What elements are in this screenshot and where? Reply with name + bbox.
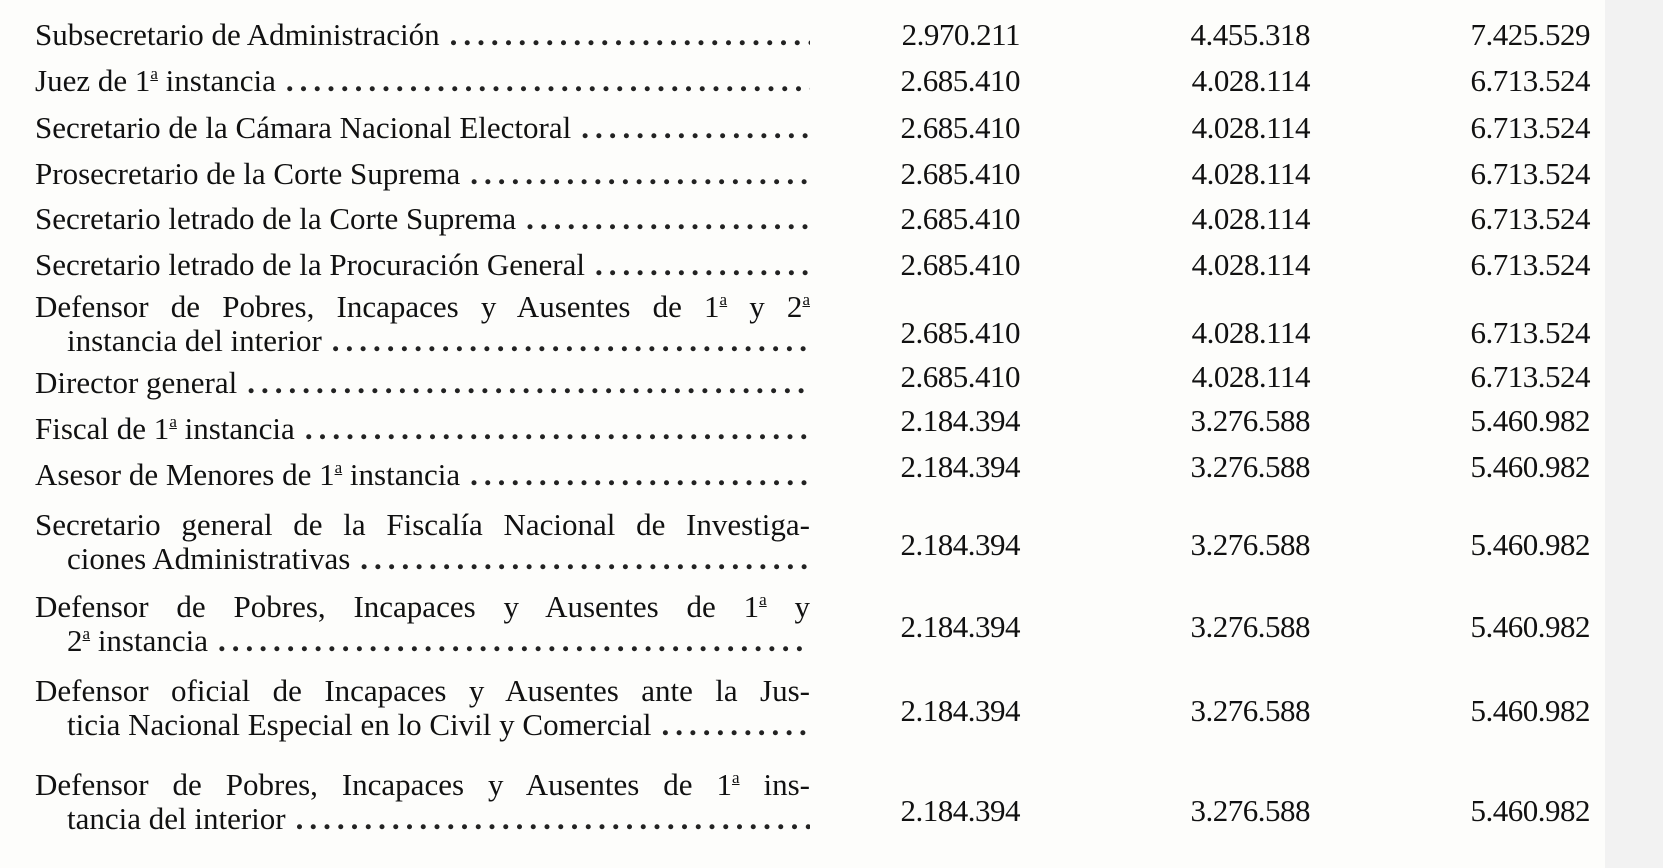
value-col-1: 2.184.394 <box>900 403 1020 438</box>
value-col-3: 5.460.982 <box>1470 693 1590 728</box>
position-title <box>35 366 810 400</box>
title-line: Defensor de Pobres, Incapaces y Ausentes de 1$^a$ y <box>35 590 810 624</box>
leader-dots <box>571 111 810 145</box>
leader-dots <box>516 202 810 236</box>
position-title <box>35 157 810 191</box>
position-title <box>35 412 810 446</box>
title-line: Subsecretario de Administración <box>35 18 440 52</box>
value-col-3: 6.713.524 <box>1470 63 1590 98</box>
ordinal-mark: a <box>731 768 740 788</box>
leader-dots <box>460 458 810 492</box>
value-col-2: 4.028.114 <box>1191 247 1310 282</box>
value-col-2: 3.276.588 <box>1190 609 1310 644</box>
title-line: Secretario general de la Fiscalía Nacional de Investiga- <box>35 508 810 542</box>
value-col-1: 2.685.410 <box>900 201 1020 236</box>
title-line: ciones Administrativas <box>67 542 351 576</box>
leader-dots <box>208 624 810 658</box>
value-col-1: 2.685.410 <box>900 359 1020 394</box>
position-title <box>35 202 810 236</box>
value-col-1: 2.685.410 <box>900 156 1020 191</box>
value-col-3: 6.713.524 <box>1470 156 1590 191</box>
leader-dots <box>652 708 810 742</box>
value-col-3: 5.460.982 <box>1470 527 1590 562</box>
ordinal-mark: a <box>802 290 810 310</box>
leader-dots <box>295 412 810 446</box>
value-col-1: 2.685.410 <box>900 247 1020 282</box>
ordinal-mark: a <box>150 64 158 84</box>
title-line: ticia Nacional Especial en lo Civil y Comercial <box>67 708 652 742</box>
position-title <box>35 768 810 836</box>
value-col-3: 6.713.524 <box>1470 247 1590 282</box>
position-title <box>35 590 810 658</box>
ordinal-mark: a <box>334 458 343 478</box>
value-col-3: 6.713.524 <box>1470 315 1590 350</box>
value-col-3: 6.713.524 <box>1470 201 1590 236</box>
value-col-1: 2.184.394 <box>900 449 1020 484</box>
position-title <box>35 18 810 52</box>
leader-dots <box>350 542 810 576</box>
leader-dots <box>322 324 810 358</box>
value-col-2: 3.276.588 <box>1190 449 1310 484</box>
position-title <box>35 248 810 282</box>
title-line: Secretario letrado de la Corte Suprema <box>35 202 517 236</box>
value-col-1: 2.685.410 <box>900 315 1020 350</box>
value-col-1: 2.184.394 <box>900 793 1020 828</box>
value-col-1: 2.970.211 <box>901 17 1020 52</box>
ordinal-mark: a <box>82 624 91 644</box>
title-line: Director general <box>35 366 238 400</box>
title-line: Juez de 1$^a$ instancia <box>35 64 276 98</box>
ordinal-mark: a <box>759 590 767 610</box>
value-col-1: 2.184.394 <box>900 527 1020 562</box>
value-col-3: 6.713.524 <box>1470 359 1590 394</box>
position-title <box>35 674 810 742</box>
title-line: tancia del interior <box>67 802 286 836</box>
value-col-1: 2.184.394 <box>900 693 1020 728</box>
value-col-3: 5.460.982 <box>1470 793 1590 828</box>
position-title <box>35 64 810 98</box>
value-col-1: 2.184.394 <box>900 609 1020 644</box>
title-line: Secretario de la Cámara Nacional Electoral <box>35 111 572 145</box>
title-line: Secretario letrado de la Procuración General <box>35 248 585 282</box>
position-title <box>35 111 810 145</box>
value-col-2: 3.276.588 <box>1190 693 1310 728</box>
value-col-2: 4.028.114 <box>1191 156 1310 191</box>
value-col-3: 5.460.982 <box>1470 449 1590 484</box>
value-col-2: 4.028.114 <box>1191 359 1310 394</box>
scan-margin <box>1605 0 1663 868</box>
value-col-3: 5.460.982 <box>1470 403 1590 438</box>
title-line: Defensor de Pobres, Incapaces y Ausentes de 1$^a$ ins- <box>35 768 810 802</box>
ordinal-mark: a <box>719 290 728 310</box>
leader-dots <box>276 64 810 98</box>
value-col-2: 3.276.588 <box>1190 793 1310 828</box>
position-title <box>35 290 810 358</box>
leader-dots <box>286 802 810 836</box>
title-line: instancia del interior <box>67 324 322 358</box>
value-col-2: 4.028.114 <box>1191 315 1310 350</box>
position-title <box>35 458 810 492</box>
value-col-2: 3.276.588 <box>1190 403 1310 438</box>
title-line: Prosecretario de la Corte Suprema <box>35 157 461 191</box>
title-line: Defensor oficial de Incapaces y Ausentes ante la Jus- <box>35 674 810 708</box>
value-col-2: 4.028.114 <box>1191 201 1310 236</box>
title-line: Asesor de Menores de 1$^a$ instancia <box>35 458 461 492</box>
leader-dots <box>237 366 810 400</box>
value-col-1: 2.685.410 <box>900 63 1020 98</box>
value-col-2: 4.028.114 <box>1191 63 1310 98</box>
value-col-2: 4.028.114 <box>1191 110 1310 145</box>
leader-dots <box>440 18 810 52</box>
title-line: 2$^a$ instancia <box>67 624 208 658</box>
value-col-3: 6.713.524 <box>1470 110 1590 145</box>
leader-dots <box>460 157 810 191</box>
value-col-1: 2.685.410 <box>900 110 1020 145</box>
leader-dots <box>585 248 810 282</box>
title-line: Defensor de Pobres, Incapaces y Ausentes de 1$^a$ y 2$^a$ <box>35 290 810 324</box>
title-line: Fiscal de 1$^a$ instancia <box>35 412 295 446</box>
value-col-2: 3.276.588 <box>1190 527 1310 562</box>
value-col-3: 7.425.529 <box>1470 17 1590 52</box>
value-col-3: 5.460.982 <box>1470 609 1590 644</box>
position-title <box>35 508 810 576</box>
value-col-2: 4.455.318 <box>1190 17 1310 52</box>
ordinal-mark: a <box>169 412 177 432</box>
